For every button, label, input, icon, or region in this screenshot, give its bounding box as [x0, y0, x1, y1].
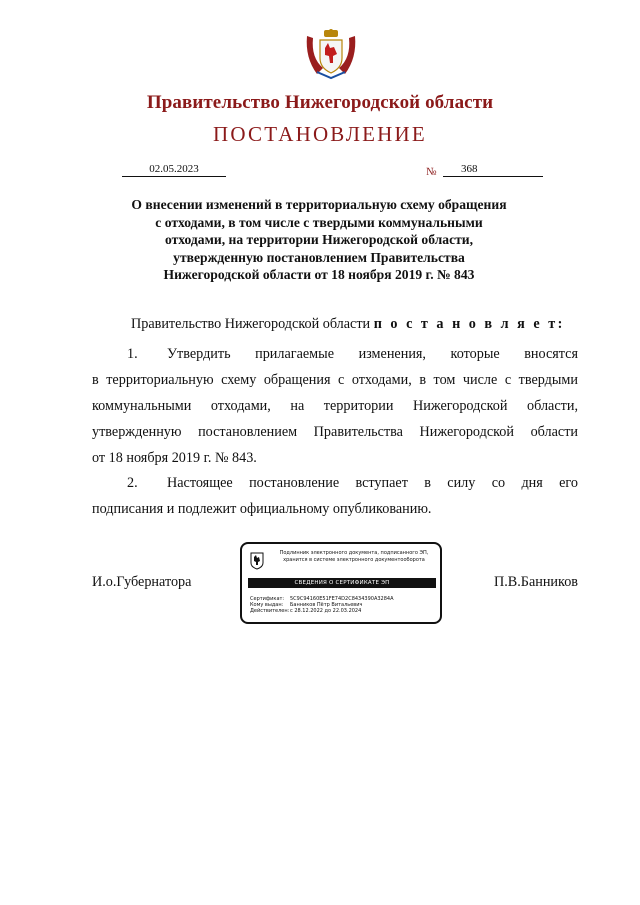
title-line: отходами, на территории Нижегородской области, — [164, 232, 474, 248]
item-line: в территориальную схему обращения с отходами, в том числе с твердыми — [92, 372, 578, 388]
document-number: 368 — [443, 163, 543, 177]
certificate-value: 5C9C94160E51FE74D2C8434390A3284A — [290, 596, 394, 602]
coat-of-arms-icon — [303, 28, 359, 80]
document-date: 02.05.2023 — [122, 163, 226, 177]
deer-emblem-icon — [250, 552, 264, 570]
item-number: 1. — [127, 346, 138, 362]
number-sign: № — [426, 166, 437, 178]
document-title — [120, 196, 518, 284]
stamp-header-line: хранится в системе электронного документооборота — [283, 556, 425, 563]
certificate-label: Сертификат: — [250, 596, 285, 602]
item-line: подписания и подлежит официальному опубликованию. — [92, 501, 432, 517]
item-text: Утвердить прилагаемые изменения, которые вносятся — [167, 346, 578, 362]
title-line: утвержденную постановлением Правительства — [173, 249, 465, 265]
document-type: ПОСТАНОВЛЕНИЕ — [213, 122, 427, 146]
item-line: от 18 ноября 2019 г. № 843. — [92, 450, 257, 466]
valid-value: с 28.12.2022 до 22.03.2024 — [290, 608, 362, 614]
issued-to-label: Кому выдан: — [250, 602, 284, 608]
intro-paragraph — [131, 316, 565, 333]
electronic-signature-stamp — [240, 542, 442, 624]
stamp-header — [270, 550, 438, 563]
title-line: О внесении изменений в территориальную схему обращения — [131, 197, 507, 212]
intro-text: Правительство Нижегородской области — [131, 316, 371, 332]
stamp-header-line: Подлинник электронного документа, подписанного ЭП, — [279, 550, 429, 556]
item-1 — [92, 341, 578, 471]
intro-action: п о с т а н о в л я е т: — [373, 316, 565, 332]
title-line: Нижегородской области от 18 ноября 2019 г. № 843 — [163, 267, 475, 283]
organization-name: Правительство Нижегородской области — [146, 92, 494, 113]
item-2 — [92, 470, 578, 522]
signatory-name: П.В.Банников — [494, 574, 578, 590]
item-line: коммунальными отходами, на территории Нижегородской области, — [92, 398, 578, 414]
item-number: 2. — [127, 475, 138, 491]
item-line — [92, 341, 578, 367]
stamp-bar: СВЕДЕНИЯ О СЕРТИФИКАТЕ ЭП — [248, 578, 436, 588]
valid-label: Действителен: — [250, 608, 290, 614]
item-text: Настоящее постановление вступает в силу со дня его — [167, 475, 578, 491]
title-line: с отходами, в том числе с твердыми коммунальными — [155, 214, 483, 230]
item-line — [92, 470, 578, 496]
signatory-position: И.о.Губернатора — [92, 574, 192, 590]
item-line: утвержденную постановлением Правительства Нижегородской области — [92, 424, 578, 440]
stamp-valid-row — [250, 608, 361, 614]
issued-to-value: Банников Пётр Витальевич — [290, 602, 363, 608]
